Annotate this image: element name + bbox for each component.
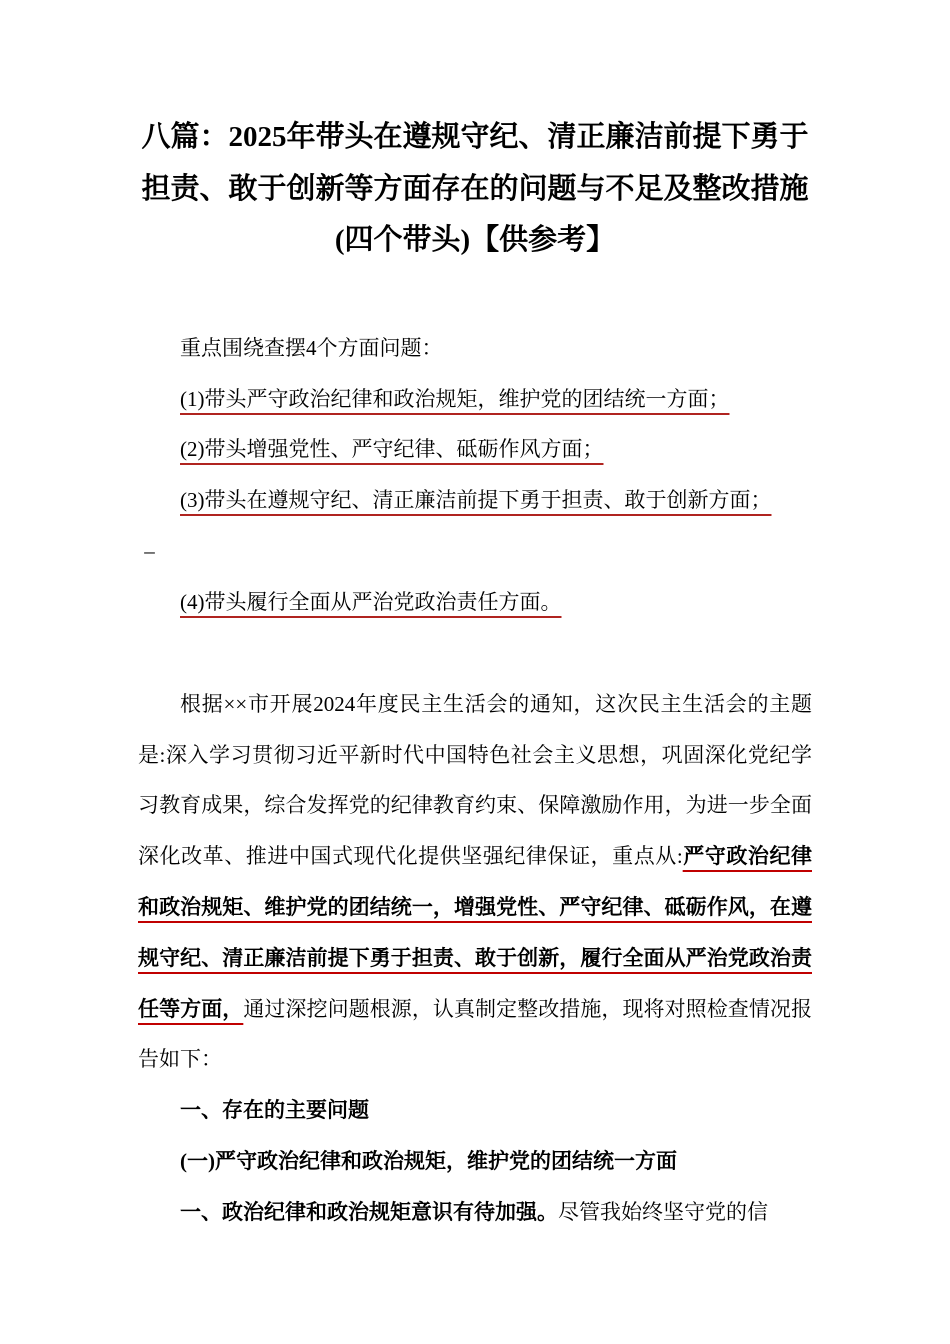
intro-item-2 (138, 424, 812, 475)
main-paragraph-prefix: 根据××市开展2024年度民主生活会的通知，这次民主生活会的主题是:深入学习贯彻习近平新时代中国特色社会主义思想，巩固深化党纪学习教育成果，综合发挥党的纪律教育约束、保障激励作用，为进一步全面深化改革、推进中国式现代化提供坚强纪律保证，重点从: (138, 691, 812, 869)
stray-dash-line (138, 526, 812, 577)
intro-item-1-text: (1)带头严守政治纪律和政治规矩，维护党的团结统一方面； (180, 386, 730, 411)
subsection-text: 尽管我始终坚守党的信 (558, 1199, 768, 1224)
intro-item-4 (138, 577, 812, 628)
stray-dash: – (144, 539, 155, 564)
section-heading-1: 一、存在的主要问题 (180, 1098, 369, 1123)
intro-item-3-text: (3)带头在遵规守纪、清正廉洁前提下勇于担责、敢于创新方面； (180, 488, 772, 513)
intro-item-1 (138, 374, 812, 425)
section-heading-2: (一)严守政治纪律和政治规矩，维护党的团结统一方面 (180, 1149, 677, 1174)
subsection-paragraph (138, 1187, 812, 1238)
subsection-heading-bold: 一、政治纪律和政治规矩意识有待加强。 (180, 1199, 558, 1224)
main-paragraph-highlight: 严守政治纪律和政治规矩、维护党的团结统一，增强党性、严守纪律、砥砺作风，在遵规守纪、清正廉洁前提下勇于担责、敢于创新，履行全面从严治党政治责任等方面， (138, 844, 812, 1021)
intro-item-2-text: (2)带头增强党性、严守纪律、砥砺作风方面； (180, 437, 604, 462)
main-paragraph-suffix: 通过深挖问题根源，认真制定整改措施，现将对照检查情况报告如下： (138, 996, 813, 1072)
intro-item-4-text: (4)带头履行全面从严治党政治责任方面。 (180, 589, 562, 614)
main-paragraph (138, 679, 812, 1086)
intro-item-3 (138, 475, 812, 526)
intro-lead: 重点围绕查摆4个方面问题： (180, 335, 443, 360)
document-title: 八篇：2025年带头在遵规守纪、清正廉洁前提下勇于担责、敢于创新等方面存在的问题与不足及整改措施(四个带头)【供参考】 (141, 121, 809, 257)
